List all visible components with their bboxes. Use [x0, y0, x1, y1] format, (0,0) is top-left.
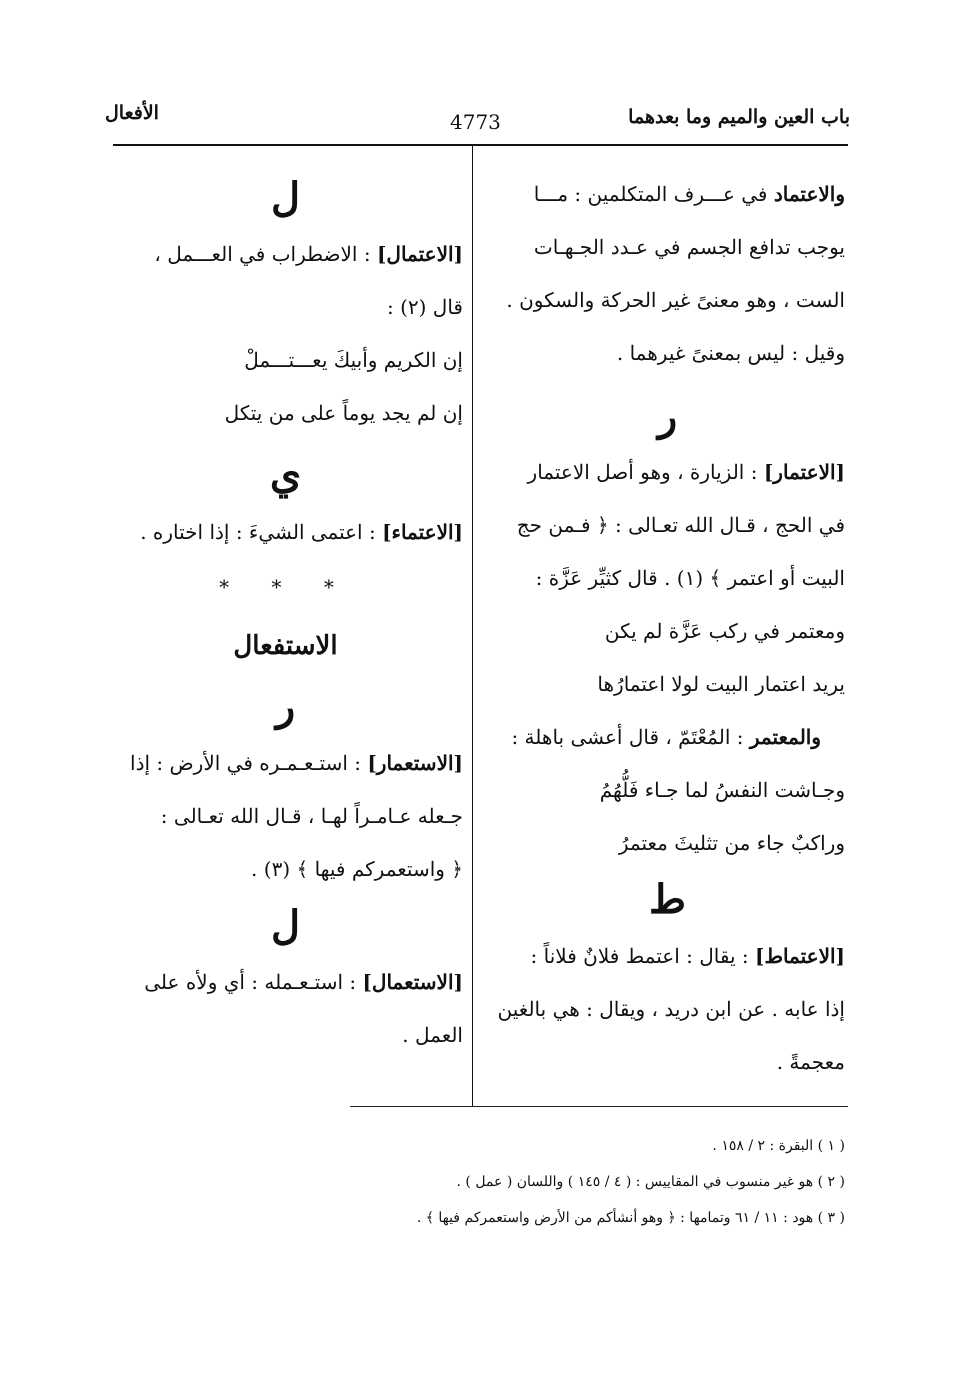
entry-term: والاعتماد — [773, 182, 845, 206]
entry-line: والاعتماد في عـــرف المتكلمين : مـــا — [533, 182, 845, 206]
entry-line: [الاعتماط] : يقال : اعتمط فلانٌ فلاناً : — [530, 944, 845, 968]
entry-line: في الحج ، قـال الله تعـالى : ﴿ فـمن حج — [516, 513, 845, 537]
right-column — [490, 168, 845, 1089]
left-column — [108, 168, 463, 1062]
entry-term: [الاعتمار] — [763, 460, 845, 484]
footnote: ( ١ ) البقرة : ٢ / ١٥٨ . — [712, 1138, 845, 1154]
entry-line: وقيل : ليس بمعنىً غيرهما . — [616, 341, 845, 365]
entry-line: يوجب تدافع الجسم في عـدد الجـهـات — [533, 235, 845, 259]
entry-line: والمعتمر : المُعْتَمّ ، قال أعشى باهلة : — [511, 725, 821, 749]
page-header — [105, 100, 850, 140]
letter-heading-ra: ر — [657, 393, 678, 440]
column-divider — [472, 146, 473, 1106]
running-title-right: باب العين والميم وما بعدهما — [628, 106, 850, 128]
letter-heading-ta: ط — [649, 876, 686, 923]
section-separator-stars: * * * — [219, 575, 352, 599]
entry-line: ﴿ واستعمركم فيها ﴾ (٣) . — [251, 857, 463, 881]
letter-heading-lam: ل — [270, 174, 301, 221]
entry-line: [الاستعمال] : استـعـمله : أي ولأه على — [144, 970, 463, 994]
footnote: ( ٢ ) هو غير منسوب في المقاييس : ( ٤ / ١٤٥ ) واللسان ( عمل ) . — [456, 1174, 845, 1190]
entry-line: إذا عابه . عن ابن دريد ، ويقال : هي بالغين — [497, 997, 845, 1021]
section-heading: الاستفعال — [233, 631, 338, 661]
verse-line: وراكبٌ جاء من تثليثَ معتمرُ — [618, 831, 845, 855]
entry-term: والمعتمر — [749, 725, 821, 749]
entry-term: [الاعتمال] — [376, 242, 463, 266]
entry-line: البيت أو اعتمر ﴾ (١) . قال كثيِّر عَزَّة : — [535, 566, 845, 590]
page-number: 4773 — [450, 110, 501, 134]
letter-heading-lam: ل — [270, 902, 301, 949]
verse-line: إن الكريم وأبيكَ يعـــتـــملْ — [244, 348, 463, 372]
entry-line: معجمةً . — [776, 1050, 845, 1074]
verse-line: وجـاشت النفسُ لما جـاء فَلُّهُمُ — [599, 778, 845, 802]
entry-line: [الاعتماء] : اعتمى الشيءَ : إذا اختاره . — [140, 520, 463, 544]
entry-term: [الاستعمال] — [362, 970, 463, 994]
entry-line: قال (٢) : — [386, 295, 463, 319]
entry-term: [الاعتماط] — [754, 944, 845, 968]
letter-heading-ya: ي — [269, 451, 302, 498]
entry-term: [الاستعمار] — [367, 751, 463, 775]
entry-line: الست ، وهو معنىً غير الحركة والسكون . — [506, 288, 845, 312]
entry-line: [الاعتمار] : الزيارة ، وهو أصل الاعتمار — [527, 460, 845, 484]
running-title-left: الأفعال — [105, 102, 159, 124]
entry-line: [الاعتمال] : الاضطراب في العـــمل ، — [154, 242, 463, 266]
footnote-rule — [350, 1106, 848, 1107]
entry-line: العمل . — [402, 1023, 463, 1047]
header-rule — [113, 144, 848, 146]
footnotes — [245, 1128, 845, 1236]
letter-heading-ra: ر — [275, 683, 296, 730]
verse-line: يريد اعتمار البيت لولا اعتمارُها — [597, 672, 845, 696]
verse-line: ومعتمر في ركب عَزَّة لم يكن — [604, 619, 845, 643]
entry-term: [الاعتماء] — [382, 520, 463, 544]
footnote: ( ٣ ) هود : ١١ / ٦١ وتمامها : ﴿ وهو أنشأكم من الأرض واستعمركم فيها ﴾ . — [416, 1210, 845, 1226]
verse-line: إن لم يجد يوماً على من يتكل — [224, 401, 463, 425]
entry-line: جـعله عـامـراً لهـا ، قـال الله تعـالى : — [160, 804, 463, 828]
entry-line: [الاستعمار] : استـعـمـره في الأرض : إذا — [130, 751, 463, 775]
